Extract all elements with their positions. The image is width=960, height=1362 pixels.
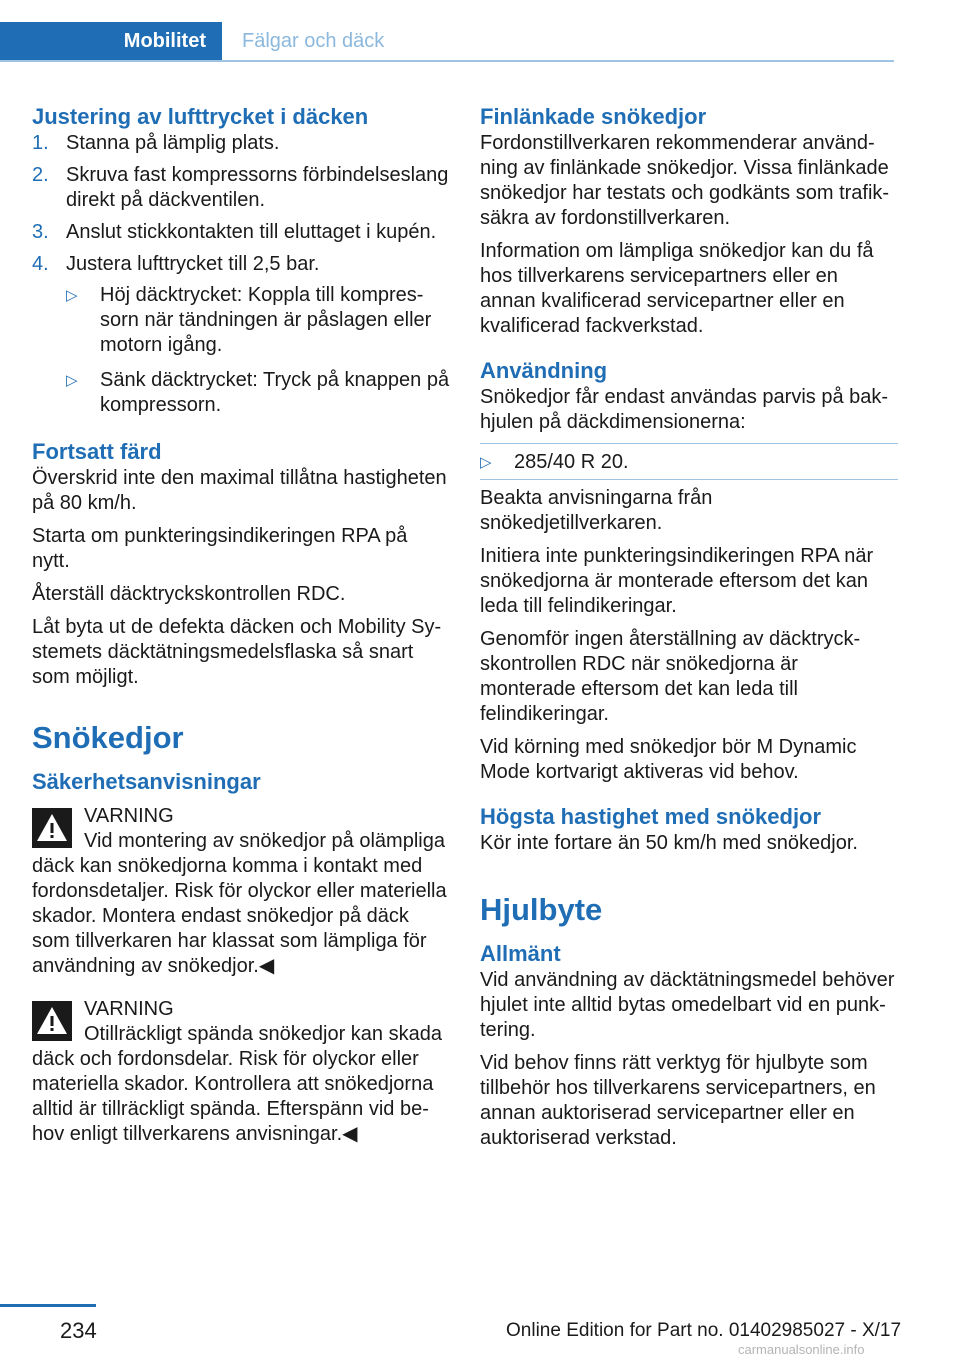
heading-anvandning: Användning	[480, 358, 608, 383]
paragraph: Snökedjor får endast användas parvis på bakhjulen på däckdimensionerna:	[480, 386, 889, 433]
warning-text: Vid montering av snökedjor på olämpliga däck kan snökedjorna komma i kontakt med fordonsdetaljer. Risk för olyckor eller materiella skador. Montera endast snökedjor på däck som tillverkaren har klassat som lämpliga för användning av snökedjor.◀	[32, 830, 447, 977]
paragraph: Starta om punkteringsindikeringen RPA på nytt.	[32, 525, 408, 572]
page-number: 234	[60, 1318, 97, 1343]
substep-item	[66, 283, 450, 358]
left-column	[32, 103, 450, 1157]
warning-triangle-icon	[32, 808, 72, 848]
step-number: 1.	[32, 132, 49, 154]
paragraph: Initiera inte punkteringsindikeringen RPA när snökedjorna är monterade eftersom det kan leda till felindikeringar.	[480, 545, 874, 617]
substep-item	[66, 368, 450, 418]
triangle-bullet-icon: ▷	[66, 287, 78, 304]
warning-label: VARNING	[84, 805, 174, 827]
heading-hogsta-hastighet: Högsta hastighet med snökedjor	[480, 804, 822, 829]
step-number: 2.	[32, 164, 49, 186]
paragraph: Vid körning med snökedjor bör M Dynamic Mode kortvarigt aktiveras vid behov.	[480, 736, 857, 783]
paragraph: Överskrid inte den maximal tillåtna hastigheten på 80 km/h.	[32, 467, 447, 514]
edition-note: Online Edition for Part no. 01402985027 - X/17	[506, 1320, 902, 1341]
step-text: Anslut stickkontakten till eluttaget i kupén.	[66, 221, 437, 243]
page-header	[0, 0, 960, 64]
watermark: carmanualsonline.info	[738, 1342, 865, 1357]
substep-text: Sänk däcktrycket: Tryck på knappen på kompressorn.	[100, 369, 450, 416]
paragraph: Information om lämpliga snökedjor kan du få hos tillverkarens servicepartners eller en annan kvalificerad servicepartner eller en kvalificerad fackverkstad.	[480, 240, 874, 337]
step-item	[32, 252, 450, 418]
steps-list	[32, 131, 450, 418]
warning-block	[32, 997, 450, 1147]
paragraph: Vid användning av däcktätningsmedel behöver hjulet inte alltid bytas omedelbart vid en punktering.	[480, 969, 895, 1041]
step-item	[32, 131, 450, 156]
dimension-item	[480, 450, 898, 475]
step-text: Stanna på lämplig plats.	[66, 132, 280, 154]
paragraph: Vid behov finns rätt verktyg för hjulbyte som tillbehör hos tillverkarens servicepartners, en annan auktoriserad servicepartner eller en auktoriserad verkstad.	[480, 1052, 876, 1149]
list-divider	[480, 443, 898, 444]
paragraph: Låt byta ut de defekta däcken och Mobility Systemets däcktätningsmedelsflaska så snart som möjligt.	[32, 616, 442, 688]
step-item	[32, 220, 450, 245]
paragraph: Beakta anvisningarna från snökedjetillverkaren.	[480, 487, 713, 534]
dimension-text: 285/40 R 20.	[514, 451, 629, 473]
triangle-bullet-icon: ▷	[66, 372, 78, 389]
substeps-list	[66, 283, 450, 418]
step-text: Justera lufttrycket till 2,5 bar.	[66, 253, 320, 275]
heading-fortsatt-fard: Fortsatt färd	[32, 439, 162, 464]
heading-justering: Justering av lufttrycket i däcken	[32, 104, 369, 129]
warning-label: VARNING	[84, 998, 174, 1020]
paragraph: Kör inte fortare än 50 km/h med snökedjor.	[480, 832, 858, 854]
heading-allmant: Allmänt	[480, 941, 561, 966]
dimension-list	[480, 450, 898, 475]
warning-text: Otillräckligt spända snökedjor kan skada däck och fordonsdelar. Risk för olyckor eller materiella skador. Kontrollera att snökedjorna alltid är tillräckligt spända. Efterspänn vid behov enligt tillverkarens anvisningar.◀	[32, 1023, 442, 1145]
heading-finlankade-snokedjor: Finlänkade snökedjor	[480, 104, 707, 129]
paragraph: Återställ däcktryckskontrollen RDC.	[32, 583, 346, 605]
chapter-tab-mobilitet: Mobilitet	[0, 22, 222, 62]
step-number: 4.	[32, 253, 49, 275]
heading-hjulbyte: Hjulbyte	[480, 892, 603, 927]
list-divider	[480, 479, 898, 480]
triangle-bullet-icon: ▷	[480, 454, 492, 471]
footer-accent-rule	[0, 1304, 96, 1307]
substep-text: Höj däcktrycket: Koppla till kompressorn när tändningen är påslagen eller motorn igång.	[100, 284, 432, 356]
heading-sakerhetsanvisningar: Säkerhetsanvisningar	[32, 769, 261, 794]
header-divider	[0, 60, 894, 62]
step-item	[32, 163, 450, 213]
right-column	[480, 103, 898, 1159]
step-number: 3.	[32, 221, 49, 243]
heading-snokedjor: Snökedjor	[32, 720, 184, 755]
step-text: Skruva fast kompressorns förbindelseslang direkt på däckventilen.	[66, 164, 449, 211]
paragraph: Genomför ingen återställning av däcktryckskontrollen RDC när snökedjorna är monterade eftersom det kan leda till felindikeringar.	[480, 628, 861, 725]
warning-triangle-icon	[32, 1001, 72, 1041]
paragraph: Fordonstillverkaren rekommenderar användning av finlänkade snökedjor. Vissa finlänkade snökedjor har testats och godkänts som trafiksäkra av fordonstillverkaren.	[480, 132, 890, 229]
section-tab-falgar-och-dack: Fälgar och däck	[242, 30, 385, 52]
warning-block	[32, 804, 450, 979]
